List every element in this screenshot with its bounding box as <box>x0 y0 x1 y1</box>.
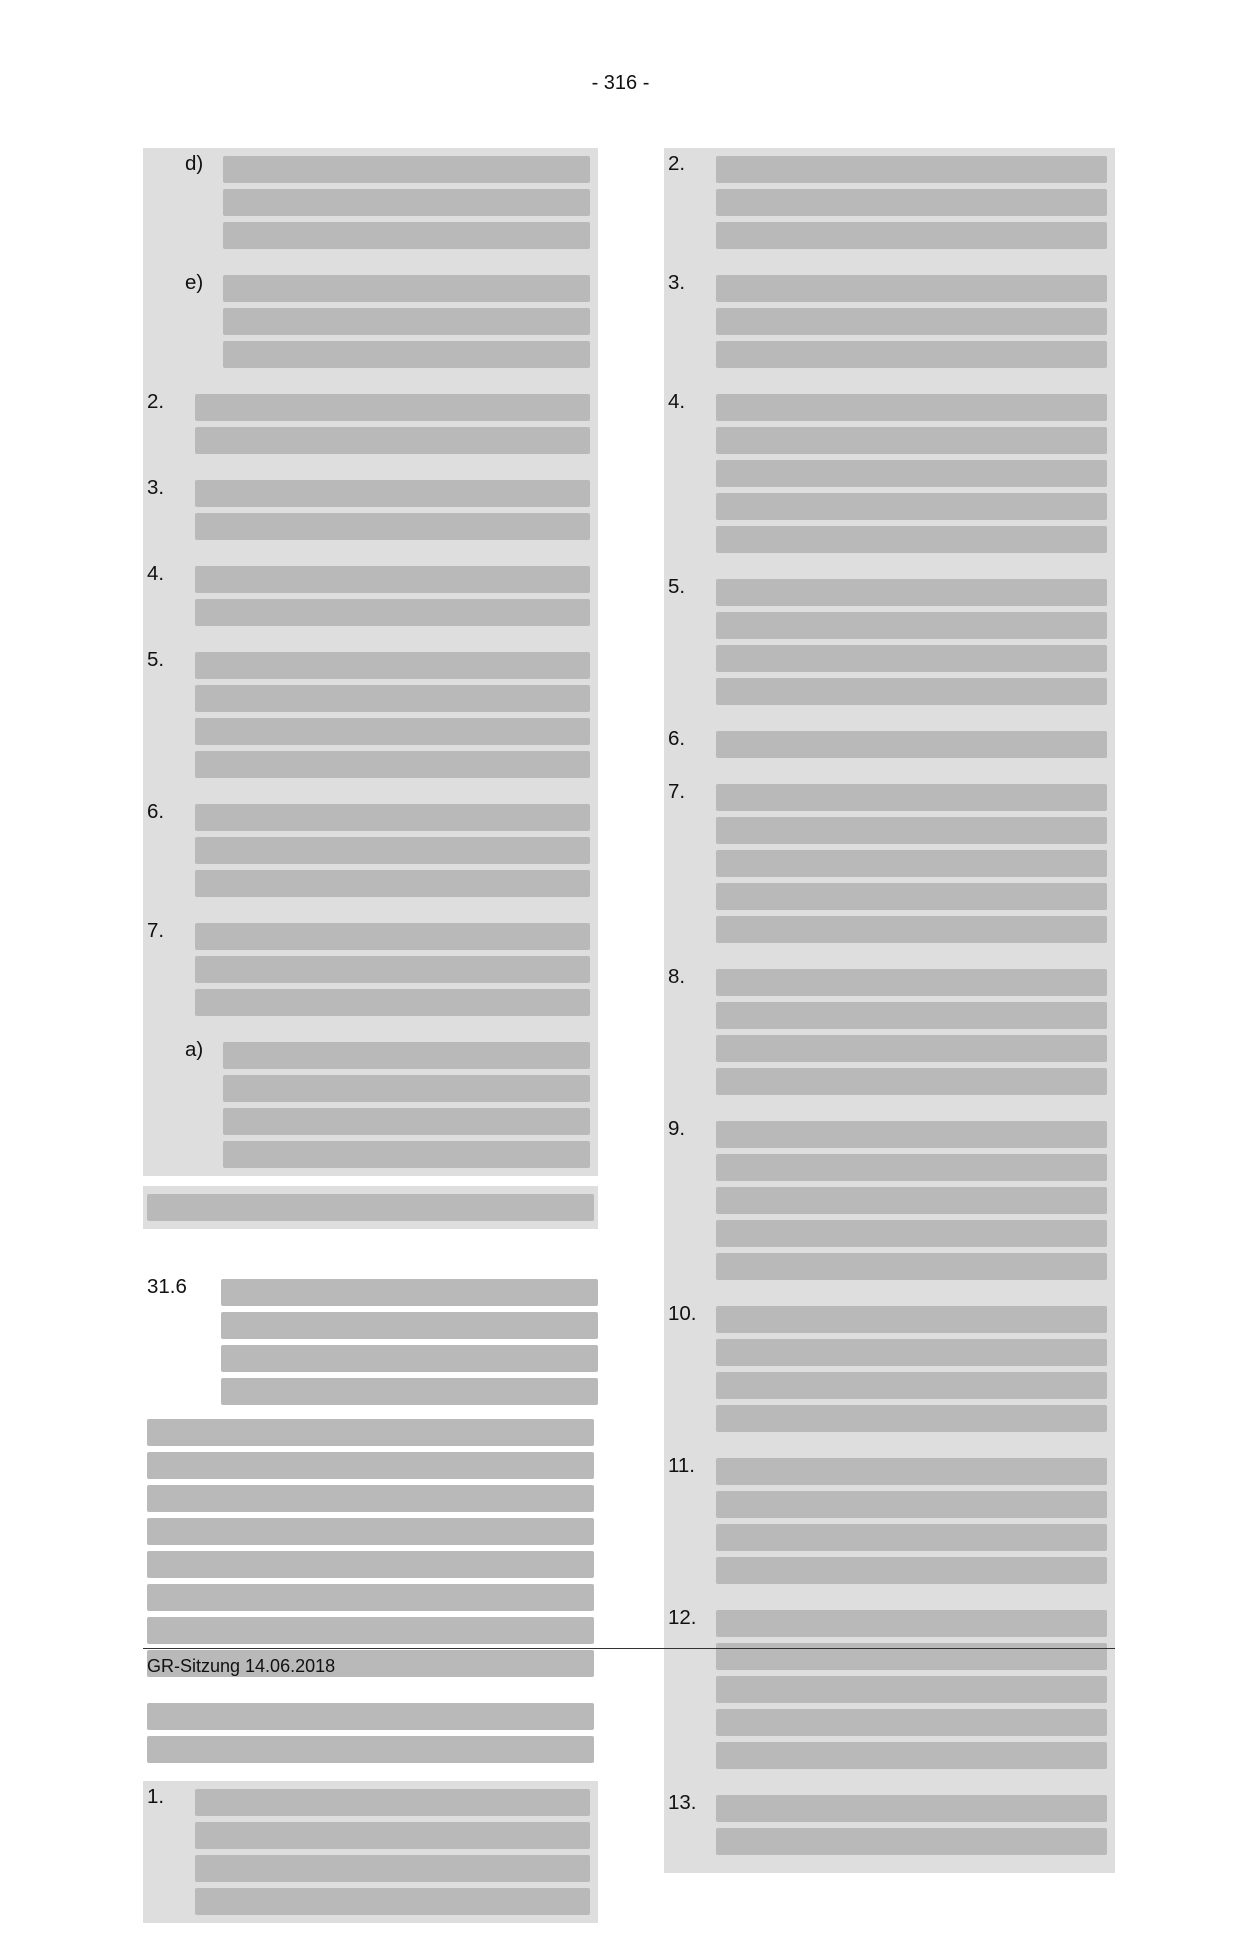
question-block-left-bottom <box>143 1781 598 1923</box>
signature-line <box>143 1186 598 1229</box>
question-item <box>664 267 1115 376</box>
item-marker: e) <box>185 271 204 294</box>
text-line-placeholder <box>221 1345 598 1372</box>
text-line-placeholder <box>195 1822 590 1849</box>
item-marker: 10. <box>668 1302 697 1325</box>
question-block-left-top <box>143 148 598 1176</box>
text-line-placeholder <box>716 526 1107 553</box>
text-line-placeholder <box>147 1485 594 1512</box>
text-line-placeholder <box>195 837 590 864</box>
question-item <box>664 723 1115 766</box>
text-line-placeholder <box>716 731 1107 758</box>
text-line-placeholder <box>716 850 1107 877</box>
text-line-placeholder <box>147 1584 594 1611</box>
question-item <box>664 1298 1115 1440</box>
text-line-placeholder <box>716 189 1107 216</box>
text-line-placeholder <box>716 1524 1107 1551</box>
text-line-placeholder <box>716 1742 1107 1769</box>
text-line-placeholder <box>195 566 590 593</box>
text-line-placeholder <box>716 1220 1107 1247</box>
question-item <box>664 776 1115 951</box>
question-item <box>143 472 598 548</box>
text-line-placeholder <box>195 1855 590 1882</box>
text-line-placeholder <box>716 460 1107 487</box>
text-line-placeholder <box>716 1491 1107 1518</box>
text-line-placeholder <box>223 275 590 302</box>
text-line-placeholder <box>195 427 590 454</box>
question-item <box>143 1034 598 1176</box>
text-line-placeholder <box>195 394 590 421</box>
text-line-placeholder <box>716 222 1107 249</box>
text-line-placeholder <box>716 784 1107 811</box>
text-line-placeholder <box>195 1888 590 1915</box>
text-line-placeholder <box>716 579 1107 606</box>
text-line-placeholder <box>223 341 590 368</box>
question-item <box>143 915 598 1024</box>
text-line-placeholder <box>716 1676 1107 1703</box>
text-line-placeholder <box>147 1617 594 1644</box>
section-heading: 31.6 <box>143 1273 598 1411</box>
question-item <box>143 1781 598 1923</box>
text-line-placeholder <box>716 1154 1107 1181</box>
item-marker: a) <box>185 1038 204 1061</box>
question-item <box>664 571 1115 713</box>
item-marker: 12. <box>668 1606 697 1629</box>
question-item <box>143 148 598 257</box>
question-item <box>664 386 1115 561</box>
question-item <box>664 1787 1115 1863</box>
text-line-placeholder <box>195 1789 590 1816</box>
text-line-placeholder <box>195 804 590 831</box>
item-marker: 1. <box>147 1785 165 1808</box>
text-line-placeholder <box>195 870 590 897</box>
text-line-placeholder <box>716 817 1107 844</box>
question-block-right <box>664 148 1115 1873</box>
question-item <box>664 961 1115 1103</box>
text-line-placeholder <box>716 645 1107 672</box>
item-marker: 9. <box>668 1117 686 1140</box>
text-line-placeholder <box>147 1452 594 1479</box>
question-item <box>143 267 598 376</box>
text-line-placeholder <box>195 513 590 540</box>
text-line-placeholder <box>716 394 1107 421</box>
text-line-placeholder <box>195 989 590 1016</box>
footer: GR-Sitzung 14.06.2018 <box>147 1656 336 1676</box>
item-marker: 11. <box>668 1454 695 1477</box>
text-line-placeholder <box>223 222 590 249</box>
question-item <box>664 1602 1115 1777</box>
text-line-placeholder <box>147 1518 594 1545</box>
section-31-6 <box>143 1273 598 1771</box>
text-line-placeholder <box>716 1828 1107 1855</box>
item-marker: 2. <box>147 390 165 413</box>
item-marker: 7. <box>147 919 165 942</box>
text-line-placeholder <box>716 1035 1107 1062</box>
question-item <box>143 796 598 905</box>
text-line-placeholder <box>147 1419 594 1446</box>
text-line-placeholder <box>716 1557 1107 1584</box>
item-marker: 13. <box>668 1791 697 1814</box>
text-line-placeholder <box>195 480 590 507</box>
text-line-placeholder <box>223 1075 590 1102</box>
text-line-placeholder <box>716 916 1107 943</box>
question-item <box>143 644 598 786</box>
text-line-placeholder <box>716 1610 1107 1637</box>
text-line-placeholder <box>223 156 590 183</box>
question-item <box>664 1113 1115 1288</box>
item-marker: 8. <box>668 965 686 988</box>
item-marker: 2. <box>668 152 686 175</box>
item-marker: 6. <box>147 800 165 823</box>
text-line-placeholder <box>716 1372 1107 1399</box>
text-line-placeholder <box>716 1121 1107 1148</box>
text-line-placeholder <box>223 308 590 335</box>
text-line-placeholder <box>716 1002 1107 1029</box>
text-line-placeholder <box>195 652 590 679</box>
text-line-placeholder <box>716 308 1107 335</box>
item-marker: 4. <box>668 390 686 413</box>
paragraph <box>143 1411 598 1685</box>
footer-rule <box>143 1648 1115 1649</box>
item-marker: 3. <box>147 476 165 499</box>
text-line-placeholder <box>716 969 1107 996</box>
text-line-placeholder <box>223 1042 590 1069</box>
item-marker: 3. <box>668 271 686 294</box>
text-line-placeholder <box>716 427 1107 454</box>
item-marker: 5. <box>147 648 165 671</box>
item-marker: 5. <box>668 575 686 598</box>
page-number: - 316 - <box>591 72 650 94</box>
question-item <box>664 148 1115 257</box>
text-line-placeholder <box>716 883 1107 910</box>
question-item <box>143 558 598 634</box>
text-line-placeholder <box>223 1108 590 1135</box>
text-line-placeholder <box>195 923 590 950</box>
text-line-placeholder <box>195 718 590 745</box>
text-line-placeholder <box>716 1458 1107 1485</box>
text-line-placeholder <box>195 956 590 983</box>
text-line-placeholder <box>716 678 1107 705</box>
item-marker: d) <box>185 152 204 175</box>
text-line-placeholder <box>716 1253 1107 1280</box>
text-line-placeholder <box>195 751 590 778</box>
text-line-placeholder <box>716 612 1107 639</box>
item-marker: 7. <box>668 780 686 803</box>
text-line-placeholder <box>221 1378 598 1405</box>
text-line-placeholder <box>223 1141 590 1168</box>
text-line-placeholder <box>147 1194 594 1221</box>
text-line-placeholder <box>195 685 590 712</box>
text-line-placeholder <box>716 1795 1107 1822</box>
text-line-placeholder <box>716 275 1107 302</box>
text-line-placeholder <box>716 1306 1107 1333</box>
text-line-placeholder <box>223 189 590 216</box>
text-line-placeholder <box>716 1709 1107 1736</box>
text-line-placeholder <box>221 1312 598 1339</box>
text-line-placeholder <box>716 1068 1107 1095</box>
text-line-placeholder <box>716 1187 1107 1214</box>
text-line-placeholder <box>195 599 590 626</box>
text-line-placeholder <box>716 1405 1107 1432</box>
item-marker: 4. <box>147 562 165 585</box>
question-item <box>664 1450 1115 1592</box>
text-line-placeholder <box>147 1736 594 1763</box>
paragraph <box>143 1695 598 1771</box>
text-line-placeholder <box>147 1703 594 1730</box>
text-line-placeholder <box>221 1279 598 1306</box>
text-line-placeholder <box>716 156 1107 183</box>
text-line-placeholder <box>716 341 1107 368</box>
question-item <box>143 386 598 462</box>
text-line-placeholder <box>716 1339 1107 1366</box>
item-marker: 6. <box>668 727 686 750</box>
text-line-placeholder <box>716 493 1107 520</box>
text-line-placeholder <box>147 1551 594 1578</box>
